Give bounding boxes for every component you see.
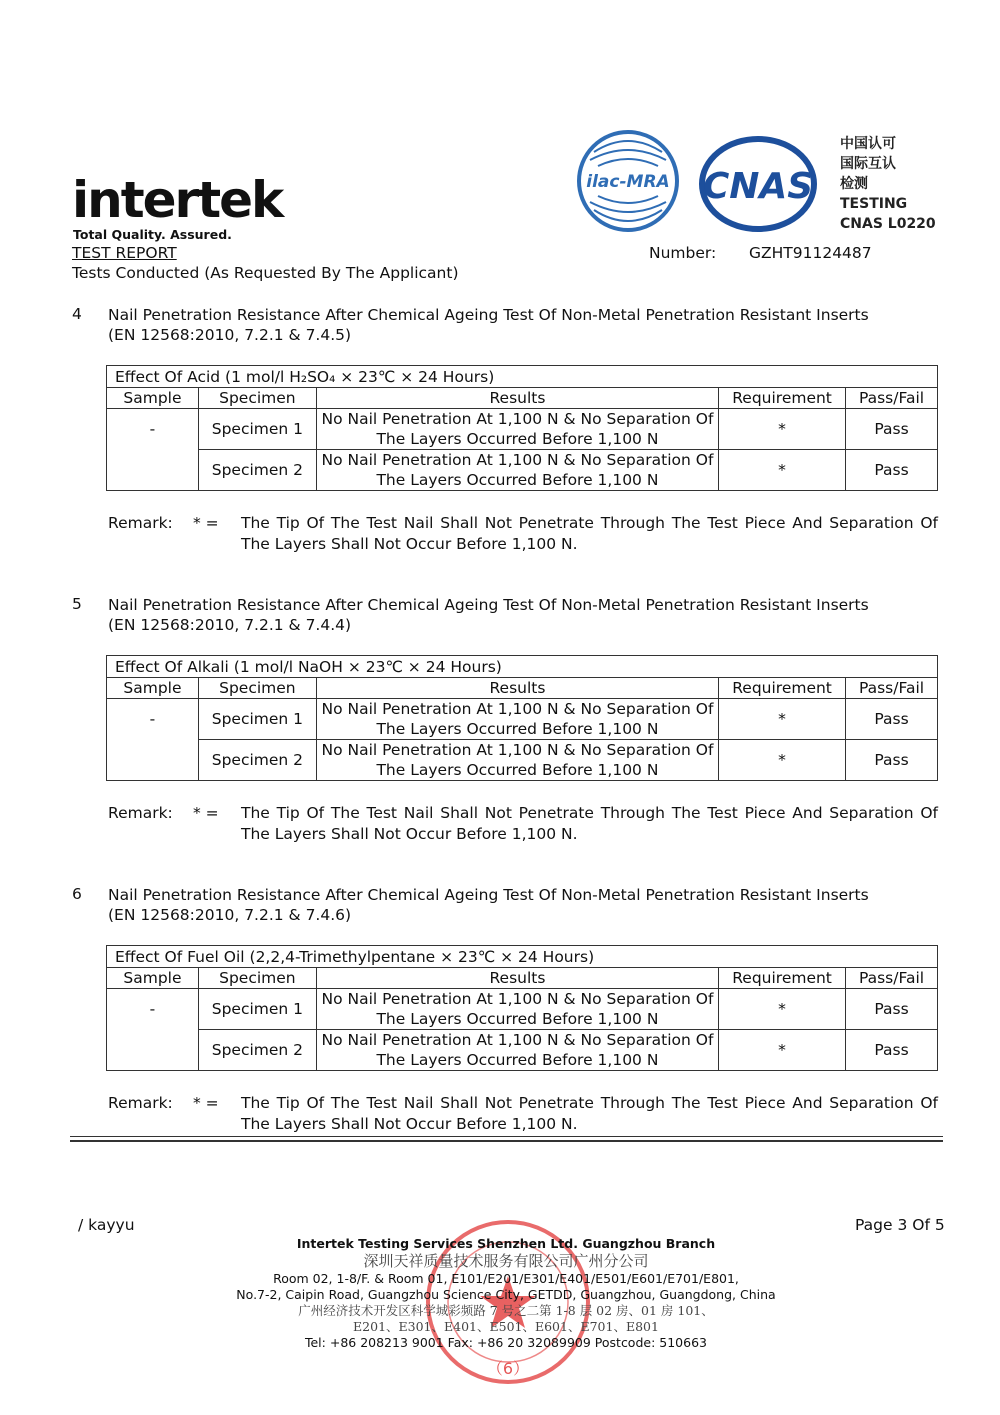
result-line: The Layers Occurred Before 1,100 N — [376, 430, 659, 448]
table-caption: Effect Of Acid (1 mol/l H₂SO₄ × 23℃ × 24 Hours) — [107, 366, 938, 388]
pass-fail-cell: Pass — [846, 409, 938, 450]
ilac-mra-logo — [576, 130, 681, 232]
section-number: 4 — [72, 305, 82, 323]
cnas-line: 检测 — [840, 176, 868, 192]
requirement-cell: * — [719, 409, 846, 450]
specimen-cell: Specimen 1 — [198, 699, 316, 740]
result-line: The Layers Occurred Before 1,100 N — [376, 720, 659, 738]
result-line: No Nail Penetration At 1,100 N & No Separation Of — [321, 451, 714, 469]
table-row — [107, 1030, 938, 1071]
brand-tagline: Total Quality. Assured. — [73, 227, 232, 242]
section-title-text: Nail Penetration Resistance After Chemical Ageing Test Of Non-Metal Penetration Resistant Inserts — [108, 596, 869, 614]
intertek-logo — [72, 171, 283, 229]
col-header: Pass/Fail — [846, 678, 938, 699]
remark-label: Remark: — [108, 1094, 173, 1112]
result-line: No Nail Penetration At 1,100 N & No Separation Of — [321, 410, 714, 428]
col-header: Sample — [107, 388, 199, 409]
table-row — [107, 409, 938, 450]
specimen-cell: Specimen 1 — [198, 989, 316, 1030]
remark-text: The Tip Of The Test Nail Shall Not Penetrate Through The Test Piece And Separation Of The Layers Shall Not Occur Before 1,100 N. — [241, 804, 938, 843]
result-line: The Layers Occurred Before 1,100 N — [376, 471, 659, 489]
section-standard: (EN 12568:2010, 7.2.1 & 7.4.6) — [108, 906, 352, 924]
section-title-text: Nail Penetration Resistance After Chemical Ageing Test Of Non-Metal Penetration Resistant Inserts — [108, 886, 869, 904]
requirement-cell: * — [719, 699, 846, 740]
divider — [70, 1140, 943, 1142]
results-table — [106, 655, 938, 781]
remark-label: Remark: — [108, 514, 173, 532]
result-line: The Layers Occurred Before 1,100 N — [376, 1010, 659, 1028]
col-header: Requirement — [719, 388, 846, 409]
col-header: Sample — [107, 968, 199, 989]
remark — [108, 803, 938, 845]
page-number: Page 3 Of 5 — [855, 1216, 945, 1234]
result-cell — [316, 989, 718, 1030]
col-header: Requirement — [719, 678, 846, 699]
specimen-cell: Specimen 2 — [198, 1030, 316, 1071]
table-row — [107, 989, 938, 1030]
report-label: TEST REPORT — [72, 244, 177, 262]
remark-label: Remark: — [108, 804, 173, 822]
pass-fail-cell: Pass — [846, 740, 938, 781]
pass-fail-cell: Pass — [846, 450, 938, 491]
result-cell — [316, 1030, 718, 1071]
cnas-accreditation — [840, 134, 936, 234]
section-number: 5 — [72, 595, 82, 613]
remark — [108, 1093, 938, 1135]
section-title — [108, 305, 869, 345]
col-header: Results — [316, 678, 718, 699]
result-cell — [316, 409, 718, 450]
sample-cell: - — [107, 409, 199, 491]
result-cell — [316, 699, 718, 740]
table-caption: Effect Of Alkali (1 mol/l NaOH × 23℃ × 24 Hours) — [107, 656, 938, 678]
footer-author: / kayyu — [78, 1216, 135, 1234]
requirement-cell: * — [719, 450, 846, 491]
pass-fail-cell: Pass — [846, 989, 938, 1030]
sample-cell: - — [107, 699, 199, 781]
company-name: Intertek Testing Services Shenzhen Ltd. Guangzhou Branch — [296, 1236, 716, 1251]
specimen-cell: Specimen 1 — [198, 409, 316, 450]
requirement-cell: * — [719, 1030, 846, 1071]
company-name-cn: 深圳天祥质量技术服务有限公司广州分公司 — [363, 1252, 649, 1270]
table-caption: Effect Of Fuel Oil (2,2,4-Trimethylpentane × 23℃ × 24 Hours) — [107, 946, 938, 968]
section-title — [108, 885, 869, 925]
cnas-logo — [698, 136, 824, 232]
result-line: No Nail Penetration At 1,100 N & No Separation Of — [321, 741, 714, 759]
result-line: No Nail Penetration At 1,100 N & No Separation Of — [321, 700, 714, 718]
col-header: Specimen — [198, 388, 316, 409]
brand-name: intertek — [72, 171, 283, 229]
remark-eq: * = — [193, 1094, 219, 1112]
specimen-cell: Specimen 2 — [198, 450, 316, 491]
col-header: Sample — [107, 678, 199, 699]
requirement-cell: * — [719, 740, 846, 781]
col-header: Pass/Fail — [846, 388, 938, 409]
section-number: 6 — [72, 885, 82, 903]
address-line-cn: E201、E301、E401、E501、E601、E701、E801 — [353, 1319, 659, 1334]
sample-cell: - — [107, 989, 199, 1071]
cnas-logo-text: CNAS — [702, 166, 814, 207]
stamp-number: （6） — [486, 1359, 530, 1378]
col-header: Specimen — [198, 968, 316, 989]
remark — [108, 513, 938, 555]
result-line: No Nail Penetration At 1,100 N & No Separation Of — [321, 1031, 714, 1049]
remark-text: The Tip Of The Test Nail Shall Not Penetrate Through The Test Piece And Separation Of The Layers Shall Not Occur Before 1,100 N. — [241, 514, 938, 553]
results-table — [106, 365, 938, 491]
col-header: Results — [316, 968, 718, 989]
cnas-line: 中国认可 — [840, 136, 896, 152]
col-header: Specimen — [198, 678, 316, 699]
address-line: No.7-2, Caipin Road, Guangzhou Science City, GETDD, Guangzhou, Guangdong, China — [236, 1287, 776, 1302]
footer-address — [200, 1236, 812, 1351]
remark-eq: * = — [193, 514, 219, 532]
results-table — [106, 945, 938, 1071]
section-standard: (EN 12568:2010, 7.2.1 & 7.4.4) — [108, 616, 352, 634]
report-subtitle: Tests Conducted (As Requested By The Applicant) — [72, 264, 459, 282]
table-row — [107, 740, 938, 781]
result-line: The Layers Occurred Before 1,100 N — [376, 761, 659, 779]
table-row — [107, 699, 938, 740]
result-cell — [316, 740, 718, 781]
address-line-cn: 广州经济技术开发区科学城彩频路 7 号之二第 1-8 层 02 房、01 房 101、 — [298, 1303, 714, 1318]
pass-fail-cell: Pass — [846, 699, 938, 740]
result-line: No Nail Penetration At 1,100 N & No Separation Of — [321, 990, 714, 1008]
remark-eq: * = — [193, 804, 219, 822]
cnas-line: 国际互认 — [840, 156, 896, 172]
section-standard: (EN 12568:2010, 7.2.1 & 7.4.5) — [108, 326, 352, 344]
specimen-cell: Specimen 2 — [198, 740, 316, 781]
col-header: Pass/Fail — [846, 968, 938, 989]
result-cell — [316, 450, 718, 491]
table-row — [107, 450, 938, 491]
pass-fail-cell: Pass — [846, 1030, 938, 1071]
ilac-text: ilac-MRA — [586, 172, 670, 192]
result-line: The Layers Occurred Before 1,100 N — [376, 1051, 659, 1069]
cnas-line: CNAS L0220 — [840, 216, 936, 232]
number-label: Number: — [649, 244, 717, 262]
contact-line: Tel: +86 208213 9001 Fax: +86 20 32089909 Postcode: 510663 — [304, 1335, 707, 1350]
divider — [70, 1136, 943, 1137]
requirement-cell: * — [719, 989, 846, 1030]
report-number: GZHT91124487 — [749, 244, 872, 262]
col-header: Results — [316, 388, 718, 409]
cnas-line: TESTING — [840, 196, 908, 212]
remark-text: The Tip Of The Test Nail Shall Not Penetrate Through The Test Piece And Separation Of The Layers Shall Not Occur Before 1,100 N. — [241, 1094, 938, 1133]
section-title — [108, 595, 869, 635]
address-line: Room 02, 1-8/F. & Room 01, E101/E201/E301/E401/E501/E601/E701/E801, — [273, 1271, 739, 1286]
col-header: Requirement — [719, 968, 846, 989]
section-title-text: Nail Penetration Resistance After Chemical Ageing Test Of Non-Metal Penetration Resistant Inserts — [108, 306, 869, 324]
